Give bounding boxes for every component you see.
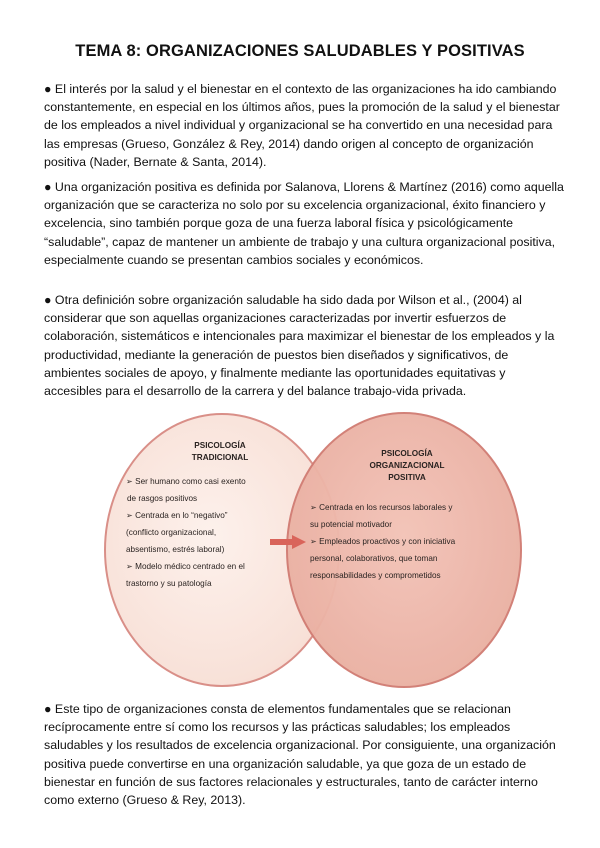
positive-item-1-line-2: su potencial motivador xyxy=(310,520,392,529)
positive-heading xyxy=(352,448,462,484)
paragraph-4: ● Este tipo de organizaciones consta de elementos fundamentales que se relacionan recíprocamente entre sí como los recursos y las prácticas saludables; los empleados saludables y los resultados de excelencia organizacional. Por consiguiente, una organización positiva puede convertirse en una organización saludable, ya que goza de un estado de bienestar en función de sus factores relacionales y estructurales, tanto de carácter interno como externo (Grueso & Rey, 2013). xyxy=(44,702,556,808)
positive-item-1-line-1: ➢ Centrada en los recursos laborales y xyxy=(310,503,453,512)
page-title: TEMA 8: ORGANIZACIONES SALUDABLES Y POSITIVAS xyxy=(75,42,525,60)
traditional-heading-line-2: TRADICIONAL xyxy=(191,453,249,462)
psychology-comparison-diagram xyxy=(100,410,520,690)
positive-heading-line-3: POSITIVA xyxy=(388,473,426,482)
traditional-item-1-line-1: ➢ Ser humano como casi exento xyxy=(126,477,246,486)
traditional-item-2-line-3: absentismo, estrés laboral) xyxy=(126,545,225,554)
positive-item-2-line-1: ➢ Empleados proactivos y con iniciativa xyxy=(310,537,456,546)
paragraph-2: ● Una organización positiva es definida por Salanova, Llorens & Martínez (2016) como aquella organización que se caracteriza no solo por su excelencia organizacional, éxito financiero y excelencia, sino también porque goza de una fuerza laboral física y psicológicamente “saludable”, capaz de mantener un ambiente de trabajo y una cultura organizacional positiva, especialmente cuando se presentan cambios sociales y económicos. xyxy=(44,180,564,267)
traditional-item-3-line-2: trastorno y su patología xyxy=(126,579,212,588)
traditional-item-2-line-1: ➢ Centrada en lo “negativo” xyxy=(126,511,228,520)
traditional-item-2-line-2: (conflicto organizacional, xyxy=(126,528,217,537)
traditional-list xyxy=(126,473,296,592)
paragraph-1: ● El interés por la salud y el bienestar en el contexto de las organizaciones ha ido cambiando constantemente, en especial en los últimos años, pues la promoción de la salud y el bienestar de los empleados a nivel individual y organizacional se ha convertido en una necesidad para las empresas (Grueso, González & Rey, 2014) dando origen al concepto de organización positiva (Nader, Bernate & Santa, 2014). xyxy=(44,82,560,169)
traditional-item-1-line-2: de rasgos positivos xyxy=(127,494,198,503)
positive-item-2-line-2: personal, colaborativos, que toman xyxy=(310,554,438,563)
traditional-heading xyxy=(170,440,270,464)
positive-list xyxy=(310,499,510,584)
arrow-right-icon xyxy=(270,535,306,549)
positive-heading-line-1: PSICOLOGÍA xyxy=(381,449,433,458)
traditional-item-3-line-1: ➢ Modelo médico centrado en el xyxy=(126,562,245,571)
paragraph-3: ● Otra definición sobre organización saludable ha sido dada por Wilson et al., (2004) al considerar que son aquellas organizaciones caracterizadas por invertir esfuerzos de colaboración, sistemáticos e intencionales para maximizar el bienestar de los empleados y la productividad, mediante la generación de puestos bien diseñados y significativos, de ambientes sociales de apoyo, y finalmente mediante las oportunidades equitativas y accesibles para el desarrollo de la carrera y del balance trabajo-vida privada. xyxy=(44,293,555,399)
traditional-heading-line-1: PSICOLOGÍA xyxy=(194,441,246,450)
positive-item-2-line-3: responsabilidades y comprometidos xyxy=(310,571,441,580)
positive-heading-line-2: ORGANIZACIONAL xyxy=(369,461,445,470)
